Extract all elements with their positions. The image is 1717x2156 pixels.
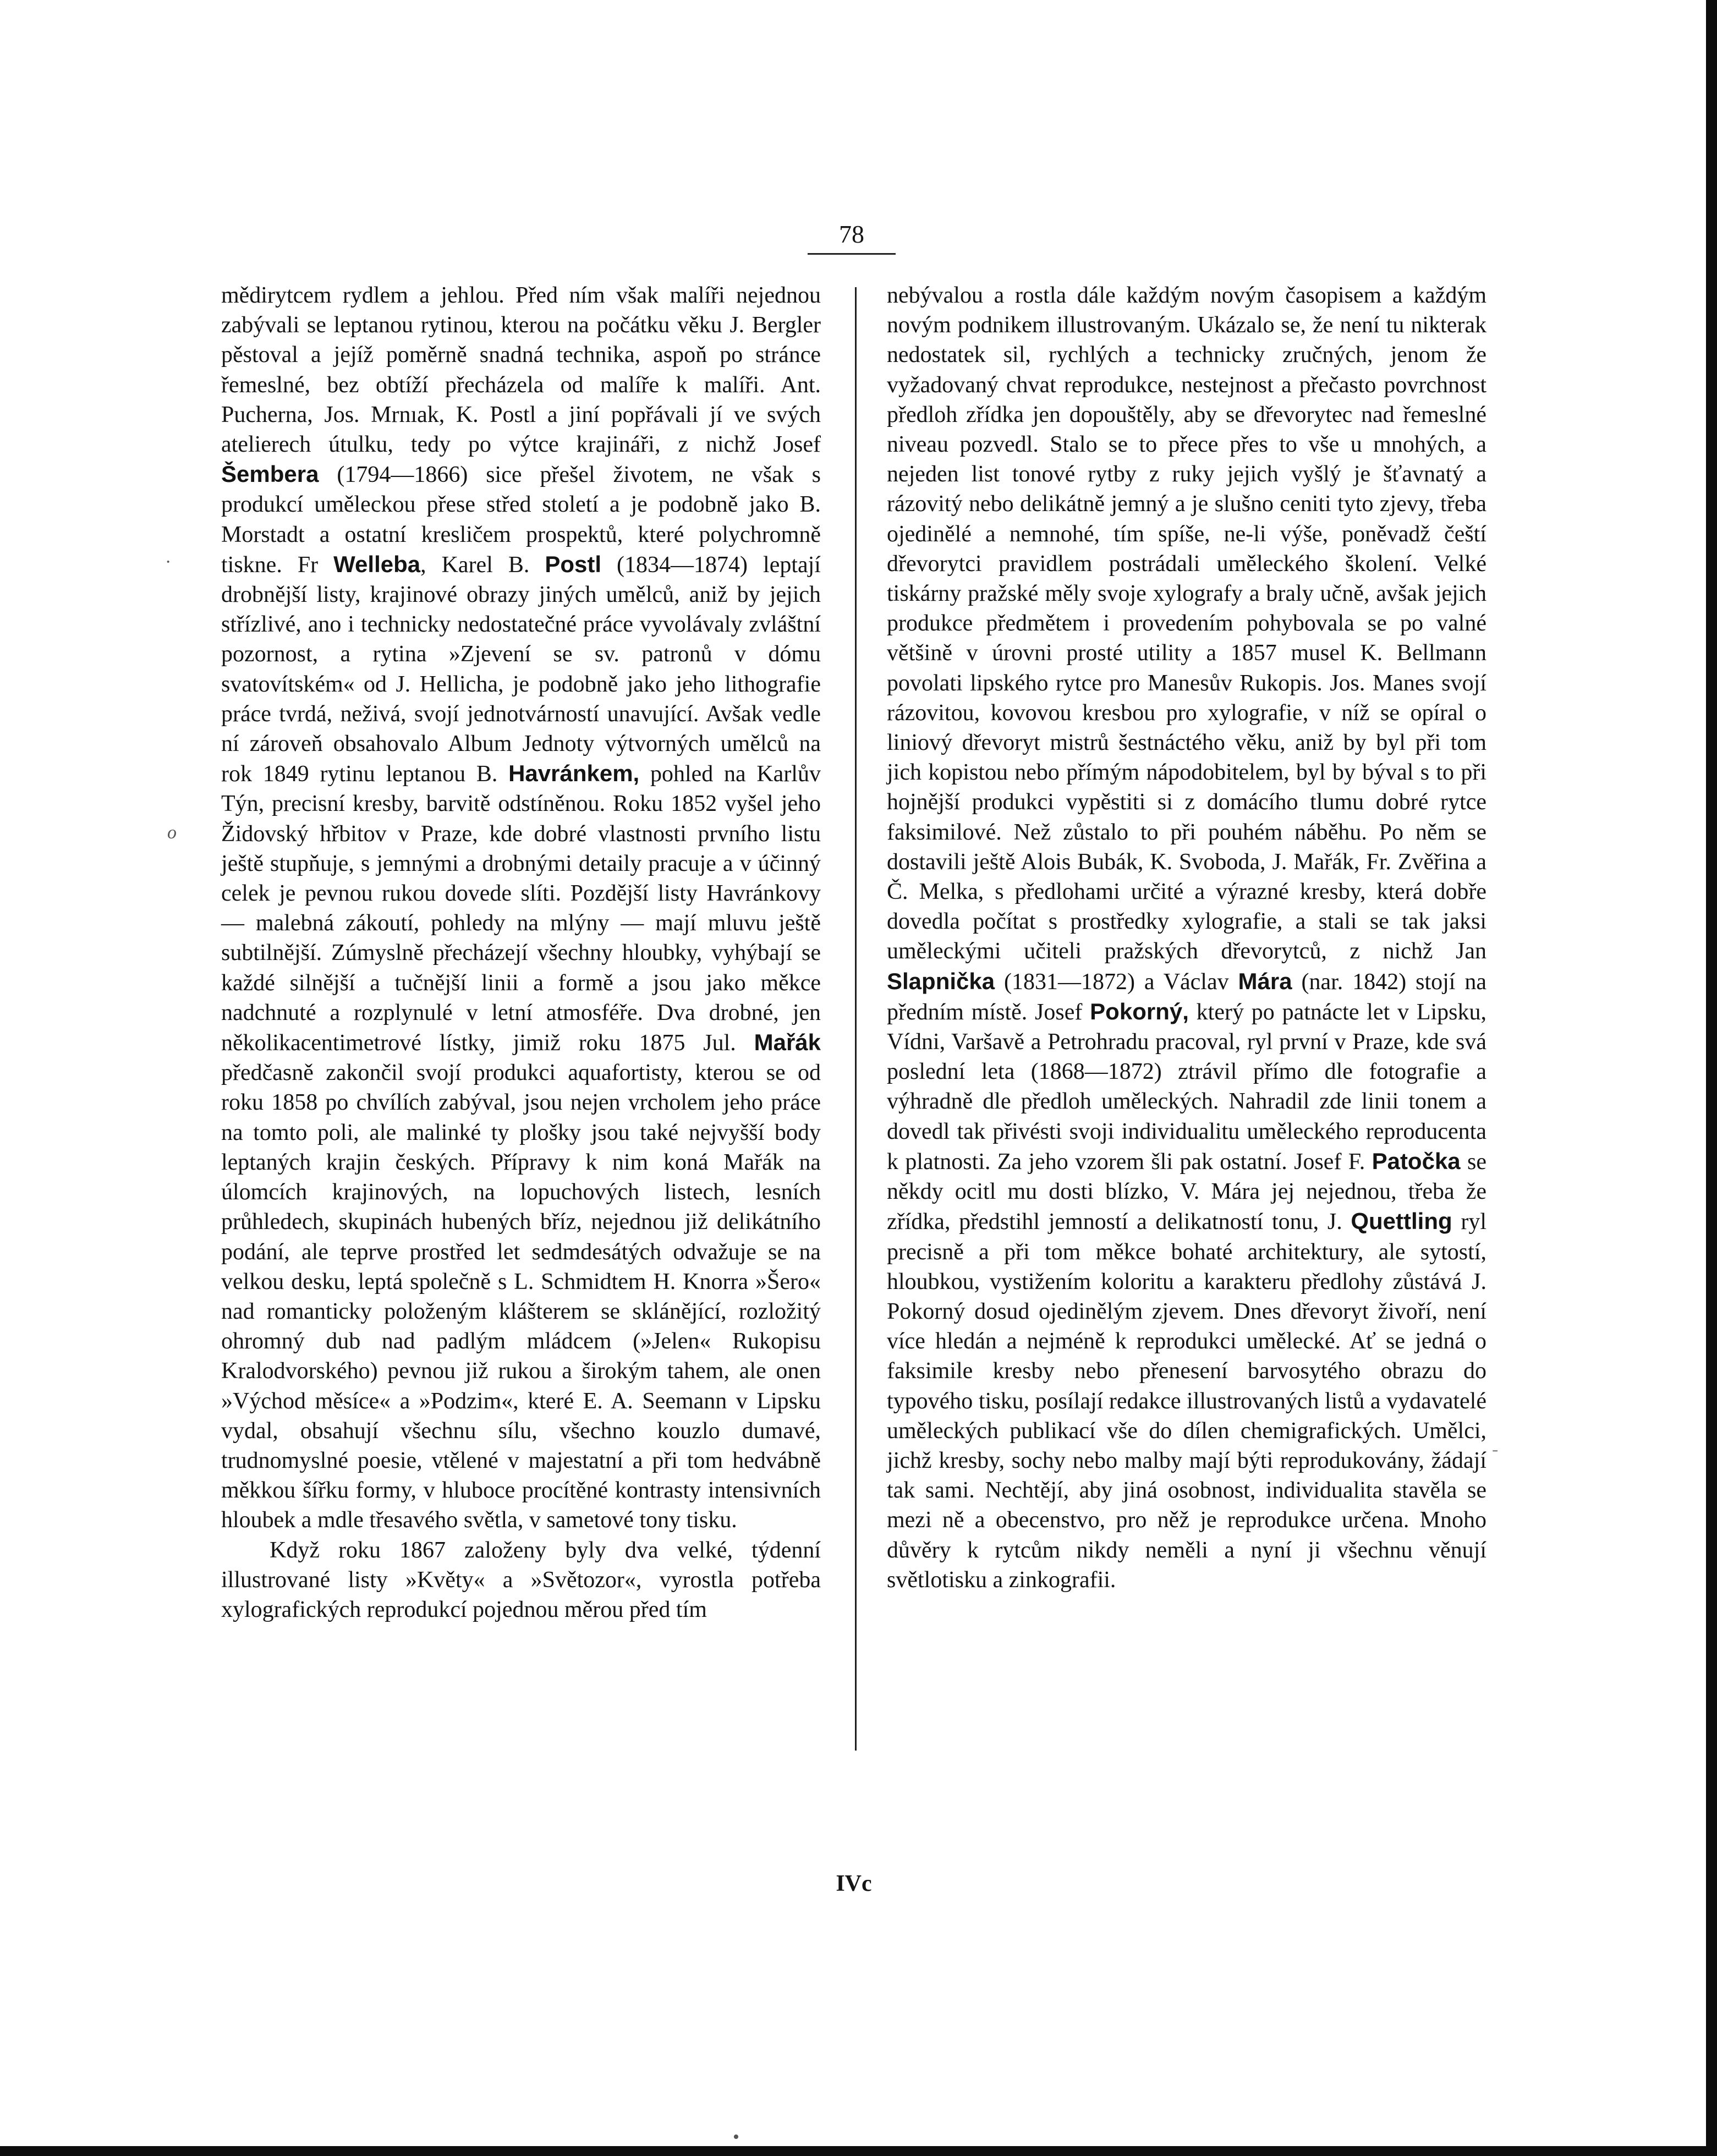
text-run: , Karel B. <box>420 552 545 578</box>
name-postl: Postl <box>545 551 602 577</box>
name-quettling: Quettling <box>1351 1208 1452 1235</box>
text-run: (1831—1872) a Václav <box>995 969 1238 995</box>
text-run: se někdy ocitl mu dosti blízko, V. Mára jej nejednou, třeba že zřídka, předstihl jemností a delikatností tonu, J. <box>887 1149 1486 1235</box>
margin-ring-mark: o <box>167 822 177 843</box>
right-column <box>887 281 1486 1595</box>
scan-border-right <box>1706 0 1717 2156</box>
text-run: (1834—1874) leptají drobnější listy, krajinové obrazy jiných umělců, aniž by jejich střízlivé, ano i technicky nedostatečné práce vyvolávaly zvláštní pozornost, a rytina »Zjevení se sv. patronů v dómu svatovítském« od J. Hellicha, je podobně jako jeho lithografie práce tvrdá, neživá, svojí jednotvárností unavující. Avšak vedle ní zároveň obsahovalo Album Jednoty výtvorných umělců na rok 1849 rytinu leptanou B. <box>221 552 821 787</box>
left-paragraph-1 <box>221 281 821 1535</box>
name-patocka: Patočka <box>1372 1148 1461 1174</box>
text-run: (1794—1866) sice přešel životem, ne však s produkcí uměleckou přese střed století a je podobně jako B. Morstadt a ostatní kresličem prospektů, které polychromně tiskne. Fr <box>221 462 821 578</box>
text-run: ryl precisně a při tom měkce bohaté architektury, ale sytostí, hloubkou, vystižením koloritu a karakteru předlohy zůstává J. Pokorný dosud ojedinělým zjevem. Dnes dřevoryt živoří, není více hledán a nejméně k reprodukci umělecké. Ať se jedná o faksimile kresby nebo přenesení barvosytého obrazu do typového tisku, posílají redakce illustrovaných listů a vydavatelé uměleckých publikací vše do dílen chemigrafických. Umělci, jichž kresby, sochy nebo malby mají býti reprodukovány, žádají tak sami. Nechtějí, aby jiná osobnost, individualita stavěla se mezi ně a obecenstvo, pro něž je reprodukce určena. Mnoho důvěry k rytcům nikdy neměli a nyní ji všechnu věnují světlotisku a zinkografii. <box>887 1209 1486 1593</box>
name-mara: Mára <box>1238 968 1292 994</box>
text-run: který po patnácte let v Lipsku, Vídni, Varšavě a Petrohradu pracoval, ryl první v Praze, kde svá poslední leta (1868—1872) ztrávil přímo dle fotografie a výhradně dle předloh uměleckých. Nahradil zde linii tonem a dovedl tak přivésti svoji individualitu uměleckého reproducenta k platnosti. Za jeho vzorem šli pak ostatní. Josef F. <box>887 999 1487 1175</box>
scan-border-bottom <box>0 2146 1717 2156</box>
text-run: (nar. 1842) stojí na předním místě. Josef <box>887 969 1487 1025</box>
name-marak: Mařák <box>754 1029 821 1056</box>
name-havranek: Havránkem, <box>508 760 640 787</box>
text-run: nebývalou a rostla dále každým novým časopisem a každým novým podnikem illustrovaným. Ukázalo se, že není tu nikterak nedostatek sil, rychlých a technicky zručných, jenom že vyžadovaný chvat reprodukce, nestejnost a přečasto povrchnost předloh zřídka jen dopouštěly, aby se dřevorytec nad řemeslné niveau pozvedl. Stalo se to přece přes to vše u mnohých, a nejeden list tonové rytby z ruky jejich vyšlý je šťavnatý a rázovitý nebo delikátně jemný a je slušno ceniti tyto zjevy, třeba ojedinělé a nemnohé, tím spíše, ne-li výše, poněvadž čeští dřevorytci pravidlem postrádali uměleckého školení. Velké tiskárny pražské měly svoje xylografy a braly učně, avšak jejich produkce předmětem i provedením pohybovala se po valné většině v úrovni prosté utility a 1857 musel K. Bellmann povolati lipského rytce pro Manesův Rukopis. Jos. Manes svojí rázovitou, kovovou kresbou pro xylografie, v níž se opíral o liniový dřevoryt mistrů šestnáctého věku, aniž by byl při tom jich kopistou nebo přímým nápodobitelem, byl by býval s to při hojnější produkci vypěstiti si z domácího tlumu dobré rytce faksimilové. Než zůstalo to při pouhém náběhu. Po něm se dostavili ještě Alois Bubák, K. Svoboda, J. Mařák, Fr. Zvěřina a Č. Melka, s předlohami určité a výrazné kresby, která dobře dovedla počítat s prostředky xylografie, a stali se tak jaksi uměleckými učiteli pražských dřevorytců, z nichž Jan <box>887 283 1486 964</box>
bottom-dot-mark: • <box>733 2127 739 2147</box>
margin-dot-mark: · <box>165 552 172 572</box>
left-paragraph-2: Když roku 1867 založeny byly dva velké, týdenní illustrované listy »Květy« a »Světozor«, vyrostla potřeba xylografických reprodukcí pojednou měrou před tím <box>221 1537 821 1622</box>
text-run: mědirytcem rydlem a jehlou. Před ním však malíři nejednou zabývali se leptanou rytinou, kterou na počátku věku J. Bergler pěstoval a jejíž poměrně snadná technika, aspoň po stránce řemeslné, bez obtíží přecházela od malíře k malíři. Ant. Pucherna, Jos. Mrnıak, K. Postl a jiní popřávali jí ve svých atelierech útulku, tedy po výtce krajináři, z nichž Josef <box>221 283 821 458</box>
text-run: pohled na Karlův Týn, precisní kresby, barvitě odstíněnou. Roku 1852 vyšel jeho Židovský hřbitov v Praze, kde dobré vlastnosti prvního listu ještě stupňuje, s jemnými a drobnými detaily pracuje a v účinný celek je pevnou rukou dovede slíti. Pozdější listy Havránkovy — malebná zákoutí, pohledy na mlýny — mají mluvu ještě subtilnější. Zúmyslně přecházejí všechny hloubky, vyhýbají se každé silnější a tučnější linii a formě a jsou jako měkce nadchnuté a rozplynulé v letní atmosféře. Dva drobné, jen několikacentimetrové lístky, jimiž roku 1875 Jul. <box>221 761 821 1056</box>
name-slapnicka: Slapnička <box>887 968 995 994</box>
margin-dash-mark: - <box>1492 1439 1499 1460</box>
text-run: předčasně zakončil svojí produkci aquafortisty, kterou se od roku 1858 po chvílích zabýval, jsou nejen vrcholem jeho práce na tomto poli, ale malinké ty plošky jsou také nejvyšší body leptaných krajin českých. Přípravy k nim koná Mařák na úlomcích krajinových, na lopuchových listech, lesních průhledech, skupinách hubených bříz, nejednou již delikátního podání, ale teprve prostřed let sedmdesátých odvažuje se na velkou desku, leptá společně s L. Schmidtem H. Knorra »Šero« nad romanticky položeným klášterem se sklánějící, rozložitý ohromný dub nad padlým mládcem (»Jelen« Rukopisu Kralodvorského) pevnou již rukou a širokým tahem, ale onen »Východ měsíce« a »Podzim«, které E. A. Seemann v Lipsku vydal, obsahují všechnu sílu, všechno kouzlo dumavé, trudnomyslné poesie, vtělené v majestatní a při tom hedvábně měkkou šířku formy, v hluboce procítěné kontrasty intensivních hloubek a mdle třesavého světla, v sametové tony tisku. <box>221 1060 821 1533</box>
column-divider <box>855 287 857 1751</box>
page-number: 78 <box>808 216 896 255</box>
name-sembera: Šembera <box>221 461 319 487</box>
printer-signature-mark: IVc <box>836 1871 872 1896</box>
name-pokorny: Pokorný, <box>1090 998 1189 1024</box>
name-welleba: Welleba <box>333 551 421 577</box>
right-paragraph-1 <box>887 281 1486 1595</box>
left-column <box>221 281 821 1625</box>
